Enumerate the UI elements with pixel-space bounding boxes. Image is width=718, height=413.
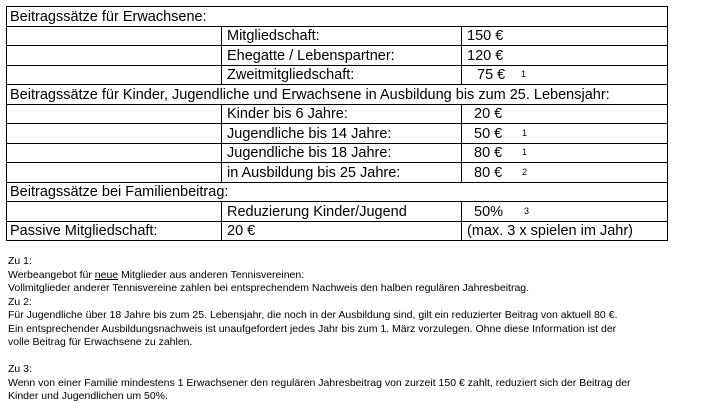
fee-label: Ehegatte / Lebenspartner: [222, 46, 462, 66]
fee-row [7, 202, 668, 222]
amount-value: 50% [474, 203, 504, 220]
passive-remark: (max. 3 x spielen im Jahr) [462, 221, 668, 241]
fee-label: Zweitmitgliedschaft: [222, 65, 462, 85]
fee-label: Kinder bis 6 Jahre: [222, 104, 462, 124]
fee-label: Reduzierung Kinder/Jugend [222, 202, 462, 222]
note-3-line: Wenn von einer Familie mindestens 1 Erwachsener den regulären Jahresbeitrag von zurzeit 150 € zahlt, reduziert sich der Beitrag der [8, 376, 631, 389]
note-1-line: Werbeangebot für neue Mitglieder aus anderen Tennisvereinen: [8, 268, 305, 281]
fee-table [6, 6, 668, 241]
footnote-ref: 1 [521, 69, 527, 79]
fee-amount [462, 202, 668, 222]
fee-row [7, 46, 668, 66]
amount-value: 120 € [467, 47, 504, 64]
fee-row [7, 65, 668, 85]
amount-value: 80 € [474, 164, 503, 181]
fee-label: Jugendliche bis 14 Jahre: [222, 124, 462, 144]
fee-amount [462, 124, 668, 144]
amount-value: 20 € [474, 106, 503, 122]
amount-value: 50 € [474, 125, 503, 142]
footnotes [8, 255, 713, 404]
footnote-ref: 3 [524, 205, 530, 216]
note-2-heading: Zu 2: [8, 295, 32, 308]
section-title-adults: Beitragssätze für Erwachsene: [7, 7, 668, 27]
passive-row [7, 221, 668, 241]
passive-label: Passive Mitgliedschaft: [7, 221, 222, 241]
section-row-family [7, 182, 668, 202]
fee-label: in Ausbildung bis 25 Jahre: [222, 163, 462, 183]
section-row-adults [7, 7, 668, 27]
underlined-word: neue [94, 268, 119, 281]
fee-amount [462, 104, 668, 124]
note-3-heading: Zu 3: [8, 363, 32, 375]
fee-label: Mitgliedschaft: [222, 26, 462, 46]
amount-value: 80 € [474, 145, 503, 161]
fee-amount [462, 46, 668, 66]
footnote-ref: 2 [522, 166, 528, 177]
fee-label: Jugendliche bis 18 Jahre: [222, 143, 462, 163]
footnote-ref: 1 [522, 147, 528, 157]
fee-row [7, 163, 668, 183]
note-2-line: Für Jugendliche über 18 Jahre bis zum 25. Lebensjahr, die noch in der Ausbildung sind, gilt ein reduzierter Beitrag von aktuell 80 €. [8, 309, 618, 321]
fee-row [7, 143, 668, 163]
note-1-line: Vollmitglieder anderer Tennisvereine zahlen bei entsprechendem Nachweis den halben regulären Jahresbeitrag. [8, 282, 530, 294]
amount-value: 75 € [477, 67, 506, 83]
section-title-family: Beitragssätze bei Familienbeitrag: [7, 182, 668, 202]
passive-amount: 20 € [222, 221, 462, 241]
fee-row [7, 26, 668, 46]
footnote-ref: 1 [522, 127, 528, 138]
section-row-youth [7, 85, 668, 105]
note-1-heading: Zu 1: [8, 255, 32, 267]
note-2-line: volle Beitrag für Erwachsene zu zahlen. [8, 336, 193, 348]
fee-row [7, 104, 668, 124]
section-title-youth: Beitragssätze für Kinder, Jugendliche und Erwachsene in Ausbildung bis zum 25. Lebensjahr: [7, 85, 668, 105]
fee-row [7, 124, 668, 144]
amount-value: 150 € [467, 28, 504, 44]
note-2-line: Ein entsprechender Ausbildungsnachweis ist unaufgefordert jedes Jahr bis zum 1. März vorzulegen. Ohne diese Information ist der [8, 322, 617, 335]
fee-amount [462, 163, 668, 183]
fee-amount [462, 143, 668, 163]
fee-amount [462, 65, 668, 85]
fee-amount [462, 26, 668, 46]
note-3-line: Kinder und Jugendlichen um 50%. [8, 390, 168, 402]
